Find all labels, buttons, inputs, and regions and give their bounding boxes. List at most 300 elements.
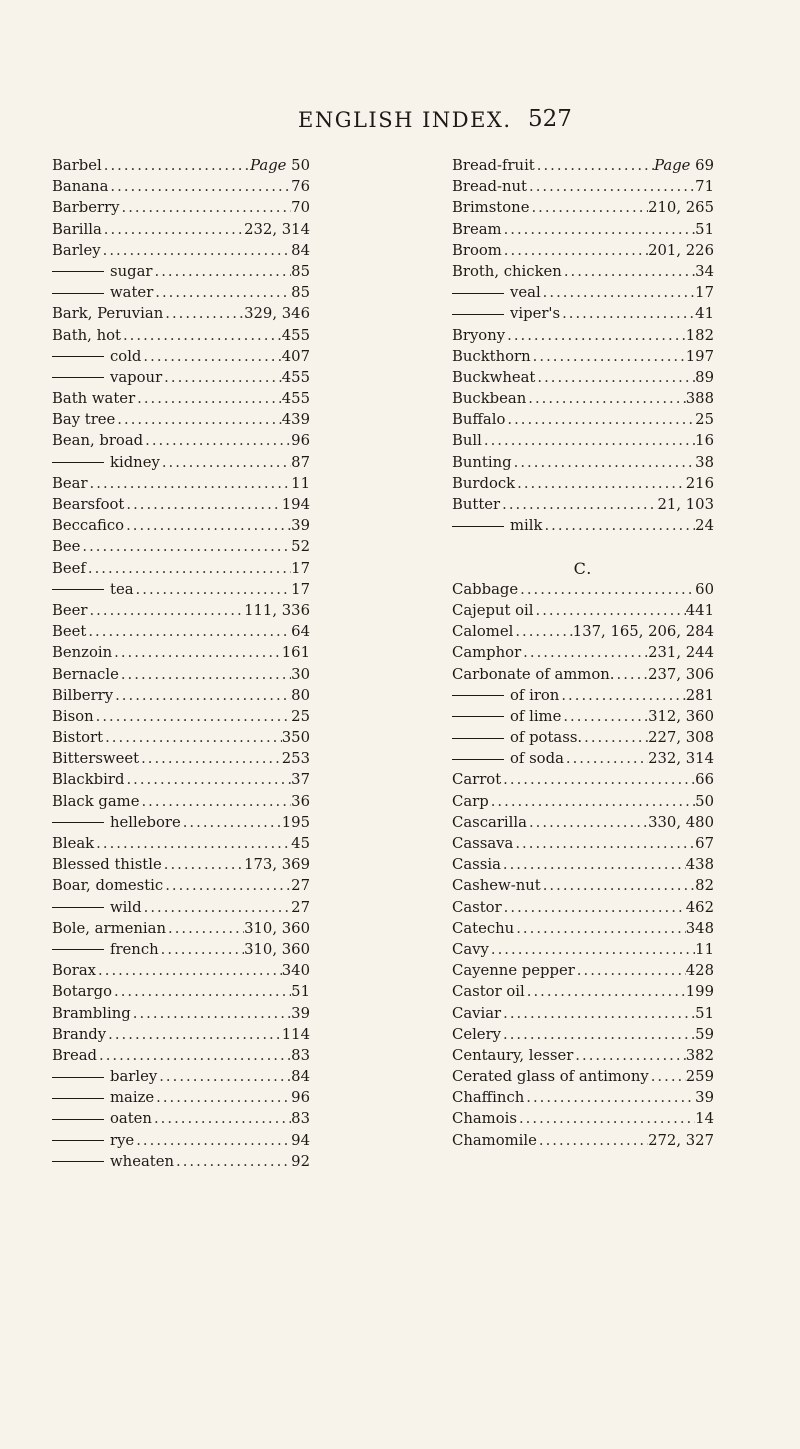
index-entry: [52, 706, 310, 727]
leader-dots: [103, 727, 282, 748]
entry-term: [452, 409, 505, 430]
entry-term-text: cold: [110, 347, 142, 365]
index-entry: [452, 1087, 714, 1108]
leader-dots: [505, 409, 695, 430]
entry-page-number: 38: [695, 453, 714, 471]
entry-term-text: Bull: [452, 432, 482, 450]
entry-page: [291, 261, 310, 282]
entry-term-text: Barberry: [52, 199, 120, 217]
entry-term: [452, 748, 564, 769]
entry-term-text: Bear: [52, 474, 88, 492]
entry-page-number: 52: [291, 538, 310, 556]
entry-term: [52, 600, 87, 621]
entry-term: [452, 261, 562, 282]
index-entry: [52, 176, 310, 197]
entry-term-text: Carp: [452, 792, 489, 810]
entry-page-number: 50: [291, 157, 310, 174]
index-column-right: [452, 155, 714, 1151]
entry-term-text: hellebore: [110, 813, 181, 831]
ditto-dash: [452, 716, 504, 717]
index-entry: [452, 261, 714, 282]
index-entry: [52, 600, 310, 621]
entry-term-text: Brimstone: [452, 199, 530, 217]
entry-term: [52, 155, 102, 176]
leader-dots: [166, 918, 244, 939]
index-entry: [52, 960, 310, 981]
entry-page: [695, 261, 714, 282]
index-entry: [52, 197, 310, 218]
page-prefix: Page: [250, 157, 287, 174]
leader-dots: [513, 621, 572, 642]
entry-page-number: 382: [685, 1046, 714, 1064]
entry-term: [52, 812, 181, 833]
entry-term: [52, 367, 162, 388]
entry-page: [648, 727, 714, 748]
entry-page-number: 96: [291, 432, 310, 450]
ditto-dash: [52, 949, 104, 950]
index-entry: [452, 1108, 714, 1129]
index-entry: [452, 1066, 714, 1087]
entry-term: [452, 833, 513, 854]
entry-page: [695, 579, 714, 600]
entry-page: [291, 579, 310, 600]
entry-page-number: 83: [291, 1110, 310, 1128]
entry-term-text: Bearsfoot: [52, 496, 125, 513]
entry-page-number: 161: [281, 644, 310, 662]
leader-dots: [564, 748, 648, 769]
entry-page-number: 84: [291, 1068, 310, 1086]
entry-term: [452, 282, 541, 303]
index-entry: [452, 600, 714, 621]
entry-page: [695, 515, 714, 536]
section-letter-text: C.: [573, 558, 593, 578]
index-entry: [52, 536, 310, 557]
leader-dots: [80, 536, 291, 557]
entry-term: [452, 219, 502, 240]
entry-term: [452, 1066, 649, 1087]
index-entry: [52, 494, 310, 515]
leader-dots: [162, 367, 282, 388]
entry-term-text: Cascarilla: [452, 813, 527, 831]
leader-dots: [97, 1045, 291, 1066]
entry-term: [52, 579, 134, 600]
entry-page: [282, 727, 310, 748]
leader-dots: [163, 875, 291, 896]
entry-term: [452, 240, 502, 261]
entry-page-number: 21, 103: [657, 496, 714, 513]
leader-dots: [482, 430, 695, 451]
entry-term-text: Blackbird: [52, 771, 125, 789]
index-entry: [452, 960, 714, 981]
entry-page-number: 89: [695, 368, 714, 386]
entry-term: [52, 536, 80, 557]
entry-page-number: 16: [695, 432, 714, 450]
entry-term-text: Brambling: [52, 1004, 131, 1022]
entry-page: [291, 769, 310, 790]
entry-term: [52, 1130, 134, 1151]
entry-term: [52, 197, 120, 218]
entry-page: [291, 282, 310, 303]
entry-page-number: 194: [281, 496, 310, 513]
entry-page-number: 14: [695, 1110, 714, 1128]
ditto-dash: [452, 695, 504, 696]
leader-dots: [534, 600, 686, 621]
leader-dots: [582, 727, 648, 748]
entry-term-text: wheaten: [110, 1152, 175, 1170]
entry-page-number: 348: [685, 919, 714, 937]
entry-term: [52, 1151, 174, 1172]
ditto-dash: [452, 759, 504, 760]
entry-page: [244, 939, 310, 960]
entry-term: [452, 600, 534, 621]
entry-term-text: Buffalo: [452, 411, 506, 429]
entry-page: [291, 791, 310, 812]
entry-page-number: 24: [695, 517, 714, 535]
entry-term: [52, 833, 94, 854]
entry-term-text: Bison: [52, 707, 94, 725]
entry-page: [686, 388, 714, 409]
entry-page-number: 330, 480: [648, 813, 714, 831]
leader-dots: [131, 1003, 291, 1024]
leader-dots: [124, 515, 291, 536]
entry-page-number: 82: [695, 877, 714, 895]
blank-line: [452, 536, 714, 557]
index-subentry: [52, 579, 310, 600]
entry-page: [282, 367, 310, 388]
index-entry: [52, 791, 310, 812]
entry-term-text: Boar, domestic: [52, 877, 164, 895]
index-entry: [452, 1045, 714, 1066]
ditto-dash: [452, 314, 504, 315]
entry-page-number: 232, 314: [648, 750, 714, 768]
ditto-dash: [52, 1098, 104, 1099]
leader-dots: [143, 430, 291, 451]
index-entry: [52, 769, 310, 790]
entry-page-number: 281: [685, 686, 714, 704]
entry-page-number: 428: [685, 962, 714, 980]
entry-term-text: sugar: [110, 262, 153, 280]
entry-term-text: Beet: [52, 623, 87, 641]
entry-term-text: Cerated glass of antimony: [452, 1068, 649, 1086]
entry-page-number: 83: [291, 1046, 310, 1064]
leader-dots: [181, 812, 282, 833]
entry-page: [686, 1066, 714, 1087]
entry-term-text: Bilberry: [52, 686, 114, 704]
index-subentry: [52, 261, 310, 282]
entry-term: [52, 430, 143, 451]
entry-page: [291, 1130, 310, 1151]
entry-page: [291, 197, 310, 218]
entry-page-number: 92: [291, 1152, 310, 1170]
entry-page: [291, 452, 310, 473]
entry-page-number: 195: [281, 813, 310, 831]
entry-page-number: 69: [695, 157, 714, 174]
index-entry: [52, 219, 310, 240]
entry-term: [452, 791, 489, 812]
entry-term: [52, 875, 163, 896]
entry-page-number: 455: [281, 390, 310, 408]
entry-term-text: Beer: [52, 601, 88, 619]
index-subentry: [452, 685, 714, 706]
leader-dots: [96, 960, 282, 981]
entry-term-text: Black game: [52, 792, 140, 810]
entry-term-text: Bee: [52, 538, 81, 556]
entry-page-number: 210, 265: [648, 199, 714, 217]
index-entry: [452, 939, 714, 960]
entry-page-number: 50: [695, 792, 714, 810]
leader-dots: [113, 685, 291, 706]
entry-page: [291, 1045, 310, 1066]
ditto-dash: [52, 822, 104, 823]
entry-page-number: 41: [695, 305, 714, 323]
entry-term-text: Bay tree: [52, 411, 116, 429]
entry-page: [695, 1024, 714, 1045]
index-subentry: [452, 748, 714, 769]
entry-page: [250, 155, 310, 176]
index-entry: [452, 494, 714, 515]
index-entry: [52, 748, 310, 769]
index-subentry: [452, 515, 714, 536]
ditto-dash: [52, 293, 104, 294]
index-subentry: [52, 452, 310, 473]
leader-dots: [112, 642, 282, 663]
entry-term: [452, 388, 526, 409]
leader-dots: [135, 388, 282, 409]
leader-dots: [139, 791, 291, 812]
running-title: ENGLISH INDEX.: [298, 108, 512, 132]
entry-page: [244, 600, 310, 621]
entry-page: [686, 897, 714, 918]
entry-term-text: water: [110, 284, 154, 302]
leader-dots: [502, 240, 648, 261]
entry-term: [52, 261, 153, 282]
entry-term-text: Brandy: [52, 1025, 107, 1043]
index-subentry: [52, 346, 310, 367]
leader-dots: [121, 325, 282, 346]
entry-page-number: 441: [685, 601, 714, 619]
index-entry: [452, 1130, 714, 1151]
entry-term: [52, 473, 88, 494]
ditto-dash: [52, 377, 104, 378]
entry-page: [695, 939, 714, 960]
entry-term: [452, 769, 501, 790]
entry-term: [52, 388, 135, 409]
page-prefix: Page: [654, 157, 691, 174]
entry-page: [648, 706, 714, 727]
entry-page: [695, 219, 714, 240]
leader-dots: [94, 706, 292, 727]
entry-term-text: Barilla: [52, 220, 102, 238]
entry-term: [452, 812, 527, 833]
index-entry: [52, 981, 310, 1002]
entry-page: [291, 875, 310, 896]
entry-page-number: 66: [695, 771, 714, 789]
entry-page-number: 182: [685, 326, 714, 344]
entry-term-text: Cassia: [452, 856, 501, 874]
leader-dots: [524, 1087, 695, 1108]
leader-dots: [513, 833, 695, 854]
entry-term: [452, 918, 514, 939]
entry-page: [648, 812, 714, 833]
leader-dots: [94, 833, 291, 854]
entry-page-number: 45: [291, 835, 310, 852]
index-subentry: [52, 812, 310, 833]
entry-term-text: Bread-fruit: [452, 157, 535, 174]
entry-term-text: vapour: [110, 368, 163, 386]
index-entry: [52, 155, 310, 176]
leader-dots: [489, 939, 695, 960]
entry-term: [452, 897, 502, 918]
entry-page-number: 51: [291, 983, 310, 1001]
entry-page-number: 34: [695, 262, 714, 280]
entry-page: [291, 1003, 310, 1024]
entry-page: [291, 981, 310, 1002]
entry-page-number: 329, 346: [244, 305, 310, 323]
index-entry: [452, 452, 714, 473]
entry-term-text: Bream: [452, 220, 502, 238]
entry-page: [648, 642, 714, 663]
index-entry: [52, 727, 310, 748]
leader-dots: [561, 706, 648, 727]
entry-page-number: 84: [291, 241, 310, 259]
entry-term-text: Blessed thistle: [52, 856, 162, 874]
leader-dots: [531, 346, 686, 367]
entry-term: [452, 452, 512, 473]
entry-term: [52, 791, 139, 812]
entry-term-text: Bath water: [52, 390, 136, 408]
entry-page: [695, 769, 714, 790]
index-entry: [452, 197, 714, 218]
entry-page: [291, 833, 310, 854]
index-entry: [452, 219, 714, 240]
entry-term-text: Bryony: [452, 326, 506, 344]
index-entry: [452, 409, 714, 430]
index-entry: [452, 430, 714, 451]
index-entry: [452, 1003, 714, 1024]
leader-dots: [106, 1024, 282, 1045]
index-subentry: [52, 367, 310, 388]
leader-dots: [535, 367, 695, 388]
entry-term: [52, 706, 94, 727]
leader-dots: [525, 981, 686, 1002]
ditto-dash: [452, 526, 504, 527]
entry-page: [244, 303, 310, 324]
entry-term-text: Carbonate of ammon.: [452, 665, 615, 683]
entry-term: [452, 642, 521, 663]
index-subentry: [52, 1066, 310, 1087]
entry-term-text: Bunting: [452, 453, 512, 471]
leader-dots: [134, 1130, 291, 1151]
entry-page: [291, 685, 310, 706]
entry-term: [52, 219, 102, 240]
index-entry: [52, 1024, 310, 1045]
entry-page: [291, 176, 310, 197]
entry-term-text: Buckbean: [452, 390, 527, 408]
entry-page: [573, 621, 714, 642]
entry-term: [52, 727, 103, 748]
leader-dots: [86, 558, 291, 579]
entry-page: [686, 981, 714, 1002]
leader-dots: [501, 769, 695, 790]
entry-page-number: 94: [291, 1131, 310, 1149]
entry-term-text: of iron: [510, 686, 560, 704]
entry-page: [291, 1108, 310, 1129]
entry-page-number: 114: [281, 1025, 310, 1043]
entry-term-text: Broth, chicken: [452, 262, 562, 280]
index-subentry: [452, 282, 714, 303]
entry-term: [452, 430, 482, 451]
entry-term: [52, 664, 119, 685]
entry-term-text: tea: [110, 580, 134, 598]
index-entry: [52, 325, 310, 346]
leader-dots: [526, 388, 686, 409]
entry-page-number: 71: [695, 178, 714, 196]
entry-page: [282, 1024, 310, 1045]
entry-term-text: viper's: [510, 305, 561, 323]
entry-page: [695, 176, 714, 197]
entry-page-number: 111, 336: [244, 601, 310, 619]
entry-term: [52, 748, 139, 769]
entry-page: [282, 748, 310, 769]
index-entry: [452, 473, 714, 494]
entry-page-number: 407: [281, 347, 310, 365]
entry-page-number: 25: [291, 707, 310, 725]
entry-term-text: Bread-nut: [452, 178, 528, 196]
leader-dots: [573, 1045, 685, 1066]
leader-dots: [541, 875, 695, 896]
leader-dots: [560, 303, 695, 324]
entry-page-number: 36: [291, 792, 310, 810]
entry-page: [291, 1087, 310, 1108]
entry-page-number: 17: [695, 284, 714, 302]
entry-page: [686, 918, 714, 939]
leader-dots: [160, 452, 291, 473]
entry-page-number: 27: [291, 898, 310, 916]
index-entry: [52, 875, 310, 896]
entry-page: [648, 197, 714, 218]
leader-dots: [537, 1130, 648, 1151]
entry-page: [291, 430, 310, 451]
ditto-dash: [52, 1161, 104, 1162]
entry-term: [52, 558, 86, 579]
entry-term: [52, 1108, 152, 1129]
entry-page: [291, 621, 310, 642]
entry-page-number: 27: [291, 877, 310, 895]
leader-dots: [124, 769, 291, 790]
leader-dots: [141, 346, 281, 367]
leader-dots: [502, 219, 696, 240]
entry-term: [52, 515, 124, 536]
index-entry: [52, 430, 310, 451]
entry-page-number: 25: [695, 411, 714, 429]
entry-page: [291, 706, 310, 727]
entry-term-text: Barbel: [52, 157, 102, 174]
entry-page-number: 87: [291, 453, 310, 471]
entry-term-text: Bean, broad: [52, 432, 144, 450]
entry-page-number: 253: [281, 750, 310, 768]
leader-dots: [501, 854, 686, 875]
index-column-left: [52, 155, 310, 1172]
leader-dots: [115, 409, 281, 430]
index-entry: [52, 240, 310, 261]
entry-page-number: 11: [291, 474, 310, 492]
entry-term-text: Bath, hot: [52, 326, 121, 344]
entry-term-text: Bread: [52, 1046, 97, 1064]
entry-page-number: 51: [695, 220, 714, 238]
leader-dots: [124, 494, 281, 515]
entry-page: [695, 875, 714, 896]
entry-term: [52, 621, 86, 642]
